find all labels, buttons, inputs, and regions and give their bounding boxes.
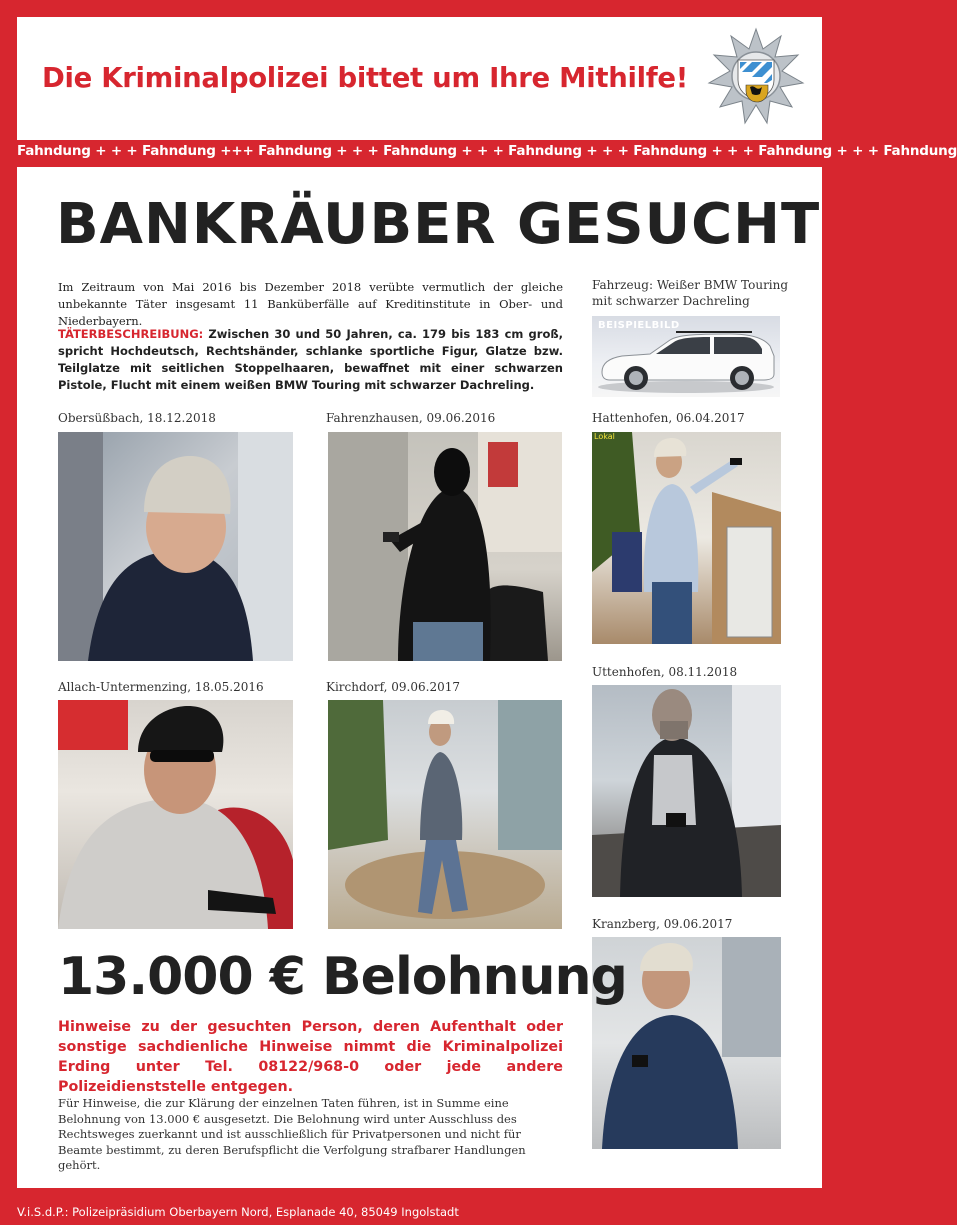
- masked-suspect-image: [328, 432, 562, 661]
- description-label: TÄTERBESCHREIBUNG:: [58, 327, 204, 341]
- page-title: BANKRÄUBER GESUCHT: [56, 192, 821, 257]
- masked-suspect-image: [328, 700, 562, 929]
- surveillance-photo: [328, 700, 562, 929]
- photo-caption: Hattenhofen, 06.04.2017: [592, 411, 745, 425]
- masked-suspect-image: [58, 700, 293, 929]
- photo-caption: Allach-Untermenzing, 18.05.2016: [58, 680, 264, 694]
- legal-footer: V.i.S.d.P.: Polizeipräsidium Oberbayern Nord, Esplanade 40, 85049 Ingolstadt: [17, 1205, 459, 1219]
- page-headline: Die Kriminalpolizei bittet um Ihre Mithilfe!: [42, 62, 689, 94]
- surveillance-photo: [592, 432, 781, 644]
- sample-image-tag: BEISPIELBILD: [598, 320, 680, 331]
- masked-suspect-image: [592, 685, 781, 897]
- surveillance-photo: [58, 700, 293, 929]
- surveillance-photo: [328, 432, 562, 661]
- vehicle-photo: [592, 316, 780, 397]
- photo-caption: Fahrenzhausen, 09.06.2016: [326, 411, 496, 425]
- photo-caption: Obersüßbach, 18.12.2018: [58, 411, 216, 425]
- photo-caption: Kirchdorf, 09.06.2017: [326, 680, 460, 694]
- suspect-description: [58, 326, 563, 394]
- search-ticker: Fahndung + + + Fahndung +++ Fahndung + + + Fahndung + + + Fahndung + + + Fahndung + + + Fahndung + + + Fahndung: [17, 143, 957, 159]
- masked-suspect-image: [592, 432, 781, 644]
- surveillance-photo: [592, 685, 781, 897]
- masked-suspect-image: [58, 432, 293, 661]
- surveillance-photo: [58, 432, 293, 661]
- bavarian-police-star-icon: [707, 27, 805, 125]
- photo-caption: Uttenhofen, 08.11.2018: [592, 665, 738, 679]
- reward-details: Für Hinweise, die zur Klärung der einzelnen Taten führen, ist in Summe eine Belohnung von 13.000 € ausgesetzt. Die Belohnung wird unter Ausschluss des Rechtsweges zuerkannt und ist ausschließlich für Privatpersonen und nicht für Beamte bestimmt, zu deren Berufspflicht die Verfolgung strafbarer Handlungen gehört.: [58, 1096, 526, 1172]
- intro-text: Im Zeitraum von Mai 2016 bis Dezember 2018 verübte vermutlich der gleiche unbekannte Täter insgesamt 11 Banküberfälle auf Kreditinstitute in Ober- und Niederbayern.: [58, 280, 563, 328]
- camera-tag: Lokal: [594, 432, 615, 441]
- photo-caption: Kranzberg, 09.06.2017: [592, 917, 733, 931]
- reward-headline: 13.000 € Belohnung: [58, 947, 627, 1007]
- description-text: Zwischen 30 und 50 Jahren, ca. 179 bis 183 cm groß, spricht Hochdeutsch, Rechtshänder, schlanke sportliche Figur, Glatze bzw. Teilglatze mit seitlichen Stoppelhaaren, bewaffnet mit einer schwarzen Pistole, Flucht mit einem weißen BMW Touring mit schwarzer Dachreling.: [58, 327, 563, 392]
- contact-notice: Hinweise zu der gesuchten Person, deren Aufenthalt oder sonstige sachdienliche Hinweise nimmt die Kriminalpolizei Erding unter Tel. 08122/968-0 oder jede andere Polizeidienststelle entgegen.: [58, 1019, 563, 1095]
- vehicle-caption: Fahrzeug: Weißer BMW Touring mit schwarzer Dachreling: [592, 278, 789, 308]
